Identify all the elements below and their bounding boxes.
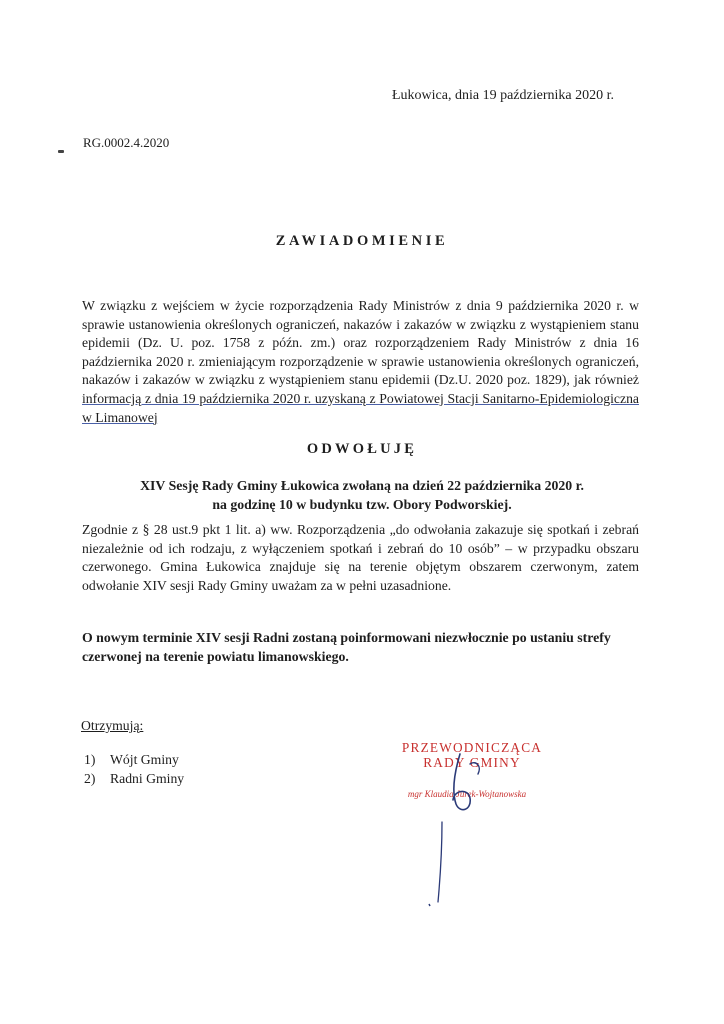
scan-mark: [58, 150, 64, 153]
list-item-label: Wójt Gminy: [110, 752, 179, 767]
list-item-number: 1): [84, 752, 96, 767]
date-line: Łukowica, dnia 19 października 2020 r.: [392, 88, 614, 103]
intro-underlined-text: informacją z dnia 19 października 2020 r. uzyskaną z Powiatowej Stacji Sanitarno-Epidemiologiczna w Limanowej: [82, 390, 639, 425]
recipients-title: Otrzymują:: [81, 718, 144, 733]
revoke-heading: ODWOŁUJĘ: [306, 441, 418, 457]
session-line-2: na godzinę 10 w budynku tzw. Obory Podworskiej.: [212, 497, 512, 512]
intro-text: W związku z wejściem w życie rozporządzenia Rady Ministrów z dnia 9 października 2020 r. w sprawie ustanowienia określonych ograniczeń, nakazów i zakazów w związku z wystąpieniem stanu epidemii (Dz. U. poz. 1758 z późn. zm.) oraz rozporządzeniem Rady Ministrów z dnia 16 października 2020 r. zmieniającym rozporządzenie w sprawie ustanowienia określonych ograniczeń, nakazów i zakazów w związku z wystąpieniem stanu epidemii (Dz.U. 2020 poz. 1829), jak również: [82, 298, 639, 388]
document-title: ZAWIADOMIENIE: [275, 233, 449, 249]
session-statement: [80, 476, 644, 514]
reference-number: RG.0002.4.2020: [83, 135, 170, 150]
session-line-1: XIV Sesję Rady Gminy Łukowica zwołaną na dzień 22 października 2020 r.: [140, 478, 584, 493]
recipients-list: [84, 750, 184, 788]
new-date-note: O nowym terminie XIV sesji Radni zostaną poinformowani niezwłocznie po ustaniu strefy czerwonej na terenie powiatu limanowskiego.: [82, 630, 611, 664]
regulation-paragraph: Zgodnie z § 28 ust.9 pkt 1 lit. a) ww. Rozporządzenia „do odwołania zakazuje się spotkań i zebrań niezależnie od ich rodzaju, z wyłączeniem spotkań i zebrań do 10 osób” – w przypadku obszaru czerwonego. Gmina Łukowica znajduje się na terenie objętym obszarem czerwonym, zatem odwołanie XIV sesji Rady Gminy uważam za w pełni uzasadnione.: [82, 522, 639, 593]
stamp-line-2: RADY GMINY: [423, 755, 521, 770]
list-item-number: 2): [84, 771, 96, 786]
handwritten-signature: [398, 730, 528, 910]
stamp-signatory-name: mgr Klaudia Jurek-Wojtanowska: [407, 789, 527, 799]
list-item: [84, 750, 184, 769]
list-item: [84, 769, 184, 788]
intro-paragraph: [82, 297, 639, 427]
stamp-line-1: PRZEWODNICZĄCA: [401, 740, 543, 755]
list-item-label: Radni Gminy: [110, 771, 185, 786]
